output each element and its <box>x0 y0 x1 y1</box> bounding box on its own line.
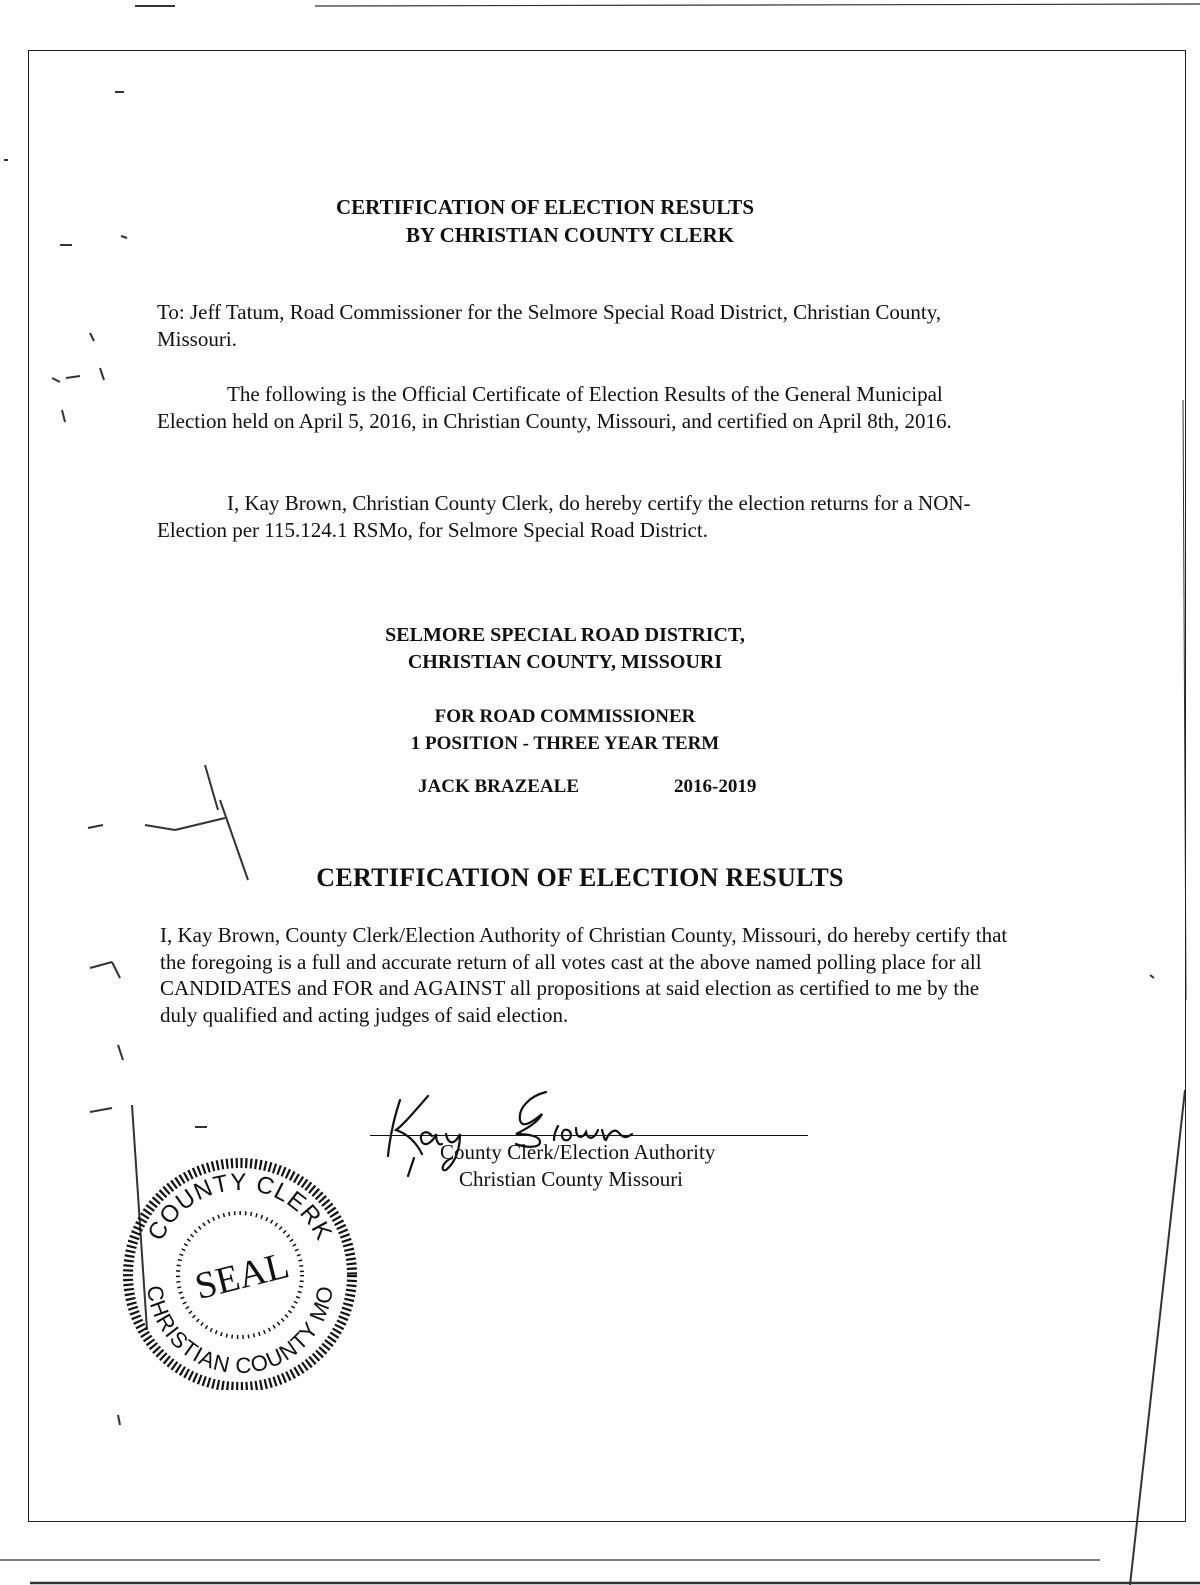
district-line-1: SELMORE SPECIAL ROAD DISTRICT, <box>385 624 745 646</box>
signature-line <box>370 1135 808 1136</box>
signature-title-line-2: Christian County Missouri <box>459 1167 684 1191</box>
certificate-title <box>0 193 1090 249</box>
candidate-row <box>418 776 756 798</box>
signature-title-line-1: County Clerk/Election Authority <box>440 1140 716 1164</box>
seal-center-text: SEAL <box>190 1244 294 1308</box>
certificate-title-line-1: CERTIFICATION OF ELECTION RESULTS <box>335 195 754 219</box>
certification-heading: CERTIFICATION OF ELECTION RESULTS <box>316 863 844 892</box>
county-clerk-seal <box>115 1140 365 1390</box>
seal-bottom-text: CHRISTIAN COUNTY MO <box>141 1283 339 1379</box>
office-line-1: FOR ROAD COMMISSIONER <box>434 706 696 727</box>
paragraph-official-certificate-text: The following is the Official Certificate of Election Results of the General Municipal Election held on April 5, 2016, in Christian County, Missouri, and certified on April 8th, 2016. <box>157 382 952 433</box>
paragraph-official-certificate <box>157 381 1007 435</box>
certification-statement: I, Kay Brown, County Clerk/Election Authority of Christian County, Missouri, do hereby certify that the foregoing is a full and accurate return of all votes cast at the above named polling place for all CANDIDATES and FOR and AGAINST all propositions at said election as certified to me by the duly qualified and acting judges of said election. <box>160 923 1008 1027</box>
seal-top-text: COUNTY CLERK <box>142 1168 338 1246</box>
district-line-2: CHRISTIAN COUNTY, MISSOURI <box>407 651 723 673</box>
office-line-2: 1 POSITION - THREE YEAR TERM <box>410 733 720 754</box>
to-line: To: Jeff Tatum, Road Commissioner for the Selmore Special Road District, Christian County, Missouri. <box>157 300 942 351</box>
office-heading <box>0 703 1130 757</box>
signature-title <box>440 1139 715 1193</box>
paragraph-non-election <box>157 490 1007 544</box>
paragraph-non-election-text: I, Kay Brown, Christian County Clerk, do hereby certify the election returns for a NON-Election per 115.124.1 RSMo, for Selmore Special Road District. <box>157 491 971 542</box>
candidate-name: JACK BRAZEALE <box>418 776 579 797</box>
certificate-title-line-2: BY CHRISTIAN COUNTY CLERK <box>405 223 735 247</box>
district-heading <box>0 622 1130 676</box>
candidate-term: 2016-2019 <box>674 776 757 797</box>
